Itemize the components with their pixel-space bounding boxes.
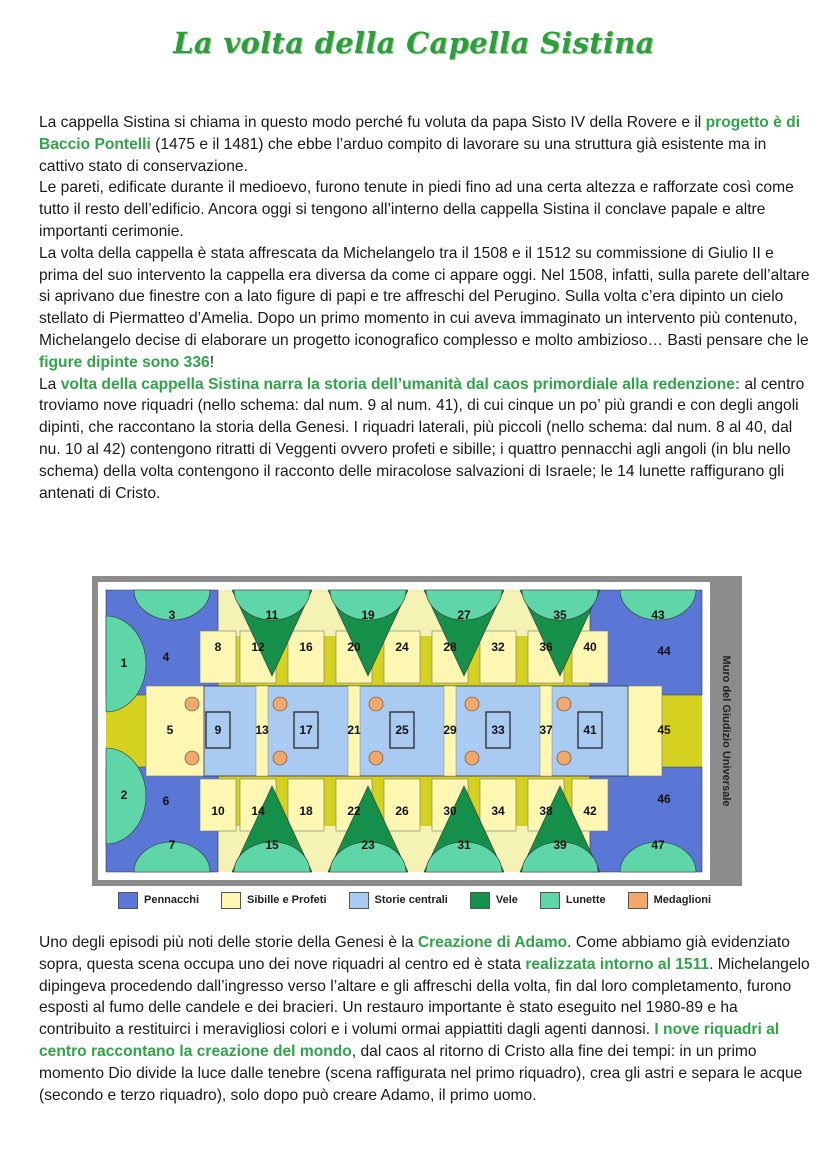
diagram-number: 43 bbox=[651, 608, 665, 623]
diagram-legend bbox=[118, 890, 733, 910]
medaglione bbox=[369, 751, 383, 765]
sibyl-panel bbox=[480, 631, 516, 683]
medaglione bbox=[557, 697, 571, 711]
intro-text bbox=[39, 112, 811, 504]
diagram-number: 40 bbox=[583, 640, 597, 655]
diagram-number: 20 bbox=[347, 640, 361, 655]
diagram-number: 19 bbox=[361, 608, 375, 623]
diagram-number: 42 bbox=[583, 804, 597, 819]
diagram-number: 27 bbox=[457, 608, 471, 623]
diagram-number: 26 bbox=[395, 804, 409, 819]
legend-swatch bbox=[470, 892, 490, 909]
intro-paragraph bbox=[39, 112, 811, 177]
legend-label: Sibille e Profeti bbox=[247, 894, 327, 906]
outro-run-text: . Michelangelo dipingeva procedendo dall’ingresso verso l’altare e gli affreschi della volta, fin dal loro completamento, furono esposti al fumo delle candele e dei bracieri. Un restauro importante è stato eseguito nel 1980-89 e ha contribuito a restituirci i meravigliosi colori e i volumi ormai appiattiti dagli agenti dannosi. bbox=[39, 955, 810, 1039]
diagram-number: 31 bbox=[457, 838, 471, 853]
legend-label: Storie centrali bbox=[374, 894, 448, 906]
ceiling-diagram bbox=[92, 576, 742, 886]
side-wall-label: Muro del Giudizio Universale bbox=[720, 655, 732, 807]
diagram-number: 15 bbox=[265, 838, 279, 853]
diagram-number: 32 bbox=[491, 640, 505, 655]
legend-item bbox=[221, 892, 326, 909]
intro-run-highlight: progetto è di Baccio Pontelli bbox=[39, 114, 801, 153]
medaglione bbox=[369, 697, 383, 711]
diagram-number: 45 bbox=[657, 723, 671, 738]
legend-item bbox=[628, 892, 711, 909]
outro-run-text: , dal caos al ritorno di Cristo alla fine dei tempi: in un primo momento Dio divide la luce dalle tenebre (scena raffigurata nel primo riquadro), crea gli astri e separa le acque (secondo e terzo riquadro), solo dopo può creare Adamo, il primo uomo. bbox=[39, 1042, 803, 1104]
outro-run-highlight: realizzata intorno al 1511 bbox=[525, 955, 710, 973]
medaglione bbox=[465, 697, 479, 711]
diagram-number: 21 bbox=[347, 723, 361, 738]
legend-swatch bbox=[349, 892, 369, 909]
diagram-number: 25 bbox=[395, 723, 409, 738]
legend-label: Lunette bbox=[565, 894, 606, 906]
diagram-number: 28 bbox=[443, 640, 457, 655]
diagram-number: 29 bbox=[443, 723, 457, 738]
intro-run-text: (1475 e il 1481) che ebbe l’arduo compito di lavorare su una struttura già esistente ma in cattivo stato di conservazione. bbox=[39, 135, 767, 175]
intro-paragraph bbox=[39, 243, 811, 374]
sibyl-panel bbox=[384, 631, 420, 683]
medaglione bbox=[465, 751, 479, 765]
diagram-number: 18 bbox=[299, 804, 313, 819]
diagram-number: 39 bbox=[553, 838, 567, 853]
intro-run-text: La volta della cappella è stata affrescata da Michelangelo tra il 1508 e il 1512 su commissione di Giulio II e prima del suo intervento la cappella era diversa da come ci appare oggi. Nel 1508, infatti, sulla parete dell’altare si aprivano due finestre con a lato figure di papi e tre affreschi del Perugino. Sulla volta c’era dipinto un cielo stellato di Piermatteo d’Amelia. Dopo un primo momento in cui aveva immaginato un intervento più contenuto, Michelangelo decise di elaborare un progetto iconografico complesso e molto ambizioso… Basti pensare che le bbox=[39, 244, 810, 349]
intro-run-highlight: figure dipinte sono 336 bbox=[39, 353, 210, 371]
legend-swatch bbox=[118, 892, 138, 909]
medaglione bbox=[185, 697, 199, 711]
diagram-number: 41 bbox=[583, 723, 597, 738]
medaglione bbox=[273, 751, 287, 765]
diagram-number: 14 bbox=[251, 804, 265, 819]
outro-run-text: . Come abbiamo già evidenziato sopra, questa scena occupa uno dei nove riquadri al centro ed è stata bbox=[39, 934, 790, 973]
diagram-number: 8 bbox=[214, 640, 222, 655]
diagram-number: 5 bbox=[166, 723, 174, 738]
legend-swatch bbox=[628, 892, 648, 909]
outro-run-highlight: Creazione di Adamo bbox=[417, 934, 568, 951]
diagram-number: 10 bbox=[211, 804, 225, 819]
legend-item bbox=[470, 892, 518, 909]
diagram-number: 44 bbox=[657, 644, 671, 659]
outro-run-text: Uno degli episodi più noti delle storie della Genesi è la bbox=[39, 934, 418, 951]
diagram-number: 47 bbox=[651, 838, 665, 853]
diagram-number: 13 bbox=[255, 723, 269, 738]
diagram-number: 34 bbox=[491, 804, 505, 819]
diagram-number: 7 bbox=[168, 838, 176, 853]
diagram-number: 3 bbox=[168, 608, 176, 623]
diagram-number: 6 bbox=[162, 794, 170, 809]
legend-label: Vele bbox=[495, 894, 518, 906]
intro-run-highlight: volta della cappella Sistina narra la storia dell’umanità dal caos primordiale alla redenzione: bbox=[60, 375, 741, 393]
legend-item bbox=[349, 892, 448, 909]
intro-run-text: ! bbox=[209, 353, 215, 371]
diagram-number: 11 bbox=[265, 608, 279, 623]
diagram-number: 37 bbox=[539, 723, 553, 738]
sibyl-panel bbox=[288, 631, 324, 683]
legend-swatch bbox=[540, 892, 560, 909]
diagram-number: 16 bbox=[299, 640, 313, 655]
diagram-number: 38 bbox=[539, 804, 553, 819]
intro-run-text: Le pareti, edificate durante il medioevo, furono tenute in piedi fino ad una certa altezza e rafforzate così come tutto il resto dell’edificio. Ancora oggi si tengono all’interno della cappella Sistina il conclave papale e altre importanti cerimonie. bbox=[39, 179, 794, 240]
medaglione bbox=[557, 751, 571, 765]
legend-label: Medaglioni bbox=[653, 894, 712, 906]
outro-run-highlight: I nove riquadri al centro raccontano la creazione del mondo bbox=[39, 1021, 780, 1060]
legend-label: Pennacchi bbox=[144, 894, 200, 906]
diagram-number: 30 bbox=[443, 804, 457, 819]
diagram-number: 4 bbox=[162, 650, 170, 665]
diagram-number: 35 bbox=[553, 608, 567, 623]
medaglione bbox=[273, 697, 287, 711]
legend-item bbox=[118, 892, 199, 909]
diagram-number: 23 bbox=[361, 838, 375, 853]
diagram-number: 46 bbox=[657, 792, 671, 807]
sibyl-panel bbox=[200, 631, 236, 683]
legend-swatch bbox=[221, 892, 241, 909]
diagram-number: 12 bbox=[251, 640, 265, 655]
intro-paragraph bbox=[39, 374, 811, 505]
legend-item bbox=[540, 892, 606, 909]
intro-run-text: La cappella Sistina si chiama in questo modo perché fu voluta da papa Sisto IV della Rovere e il bbox=[39, 114, 706, 131]
diagram-number: 22 bbox=[347, 804, 361, 819]
page-title: La volta della Capella Sistina bbox=[173, 26, 655, 60]
outro-paragraph bbox=[39, 932, 811, 1106]
diagram-number: 33 bbox=[491, 723, 505, 738]
diagram-number: 1 bbox=[120, 656, 128, 671]
intro-run-text: La bbox=[39, 375, 61, 393]
outro-text bbox=[39, 932, 811, 1106]
diagram-number: 24 bbox=[395, 640, 409, 655]
diagram-number: 9 bbox=[214, 723, 222, 738]
diagram-number: 36 bbox=[539, 640, 553, 655]
diagram-number: 2 bbox=[120, 788, 128, 803]
intro-run-text: al centro troviamo nove riquadri (nello schema: dal num. 9 al num. 41), di cui cinque un po’ più grandi e con degli angoli dipinti, che raccontano la storia della Genesi. I riquadri laterali, più piccoli (nello schema: dal num. 8 al 40, dal nu. 10 al 42) contengono ritratti di Veggenti ovvero profeti e sibille; i quattro pennacchi agli angoli (in blu nello schema) della volta contengono il racconto delle miracolose salvazioni di Israele; le 14 lunette raffigurano gli antenati di Cristo. bbox=[39, 375, 805, 502]
diagram-number: 17 bbox=[299, 723, 313, 738]
medaglione bbox=[185, 751, 199, 765]
intro-paragraph bbox=[39, 177, 811, 242]
